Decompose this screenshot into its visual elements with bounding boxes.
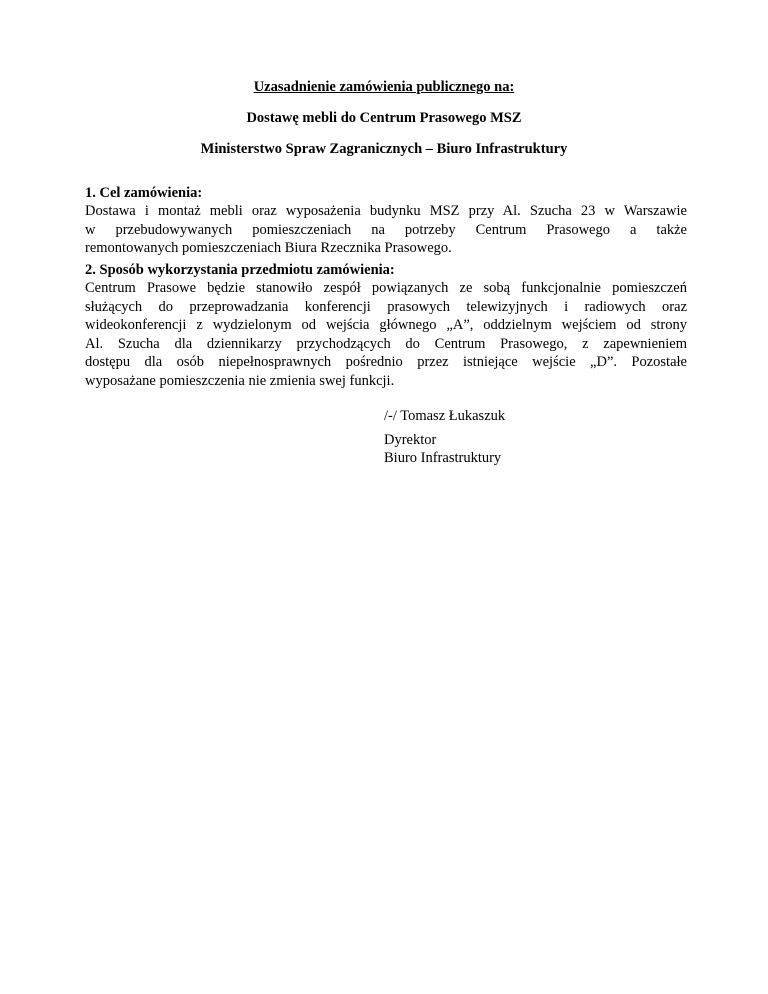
paragraph-line: remontowanych pomieszczeniach Biura Rzecznika Prasowego.	[85, 240, 452, 256]
signature-name: /-/ Tomasz Łukaszuk	[384, 408, 506, 424]
document-title: Uzasadnienie zamówienia publicznego na:	[253, 79, 515, 95]
signature-unit: Biuro Infrastruktury	[384, 450, 502, 466]
paragraph-line: służących do przeprowadzania konferencji prasowych telewizyjnych i radiowych oraz	[85, 298, 687, 315]
paragraph-line: Al. Szucha dla dziennikarzy przychodzących do Centrum Prasowego, z zapewnieniem	[85, 335, 687, 352]
section-1-heading: 1. Cel zamówienia:	[85, 185, 203, 201]
section-2-paragraph	[85, 279, 687, 390]
paragraph-line: Dostawa i montaż mebli oraz wyposażenia budynku MSZ przy Al. Szucha 23 w Warszawie	[85, 203, 687, 219]
paragraph-line: Centrum Prasowe będzie stanowiło zespół powiązanych ze sobą funkcjonalnie pomieszczeń	[85, 280, 687, 296]
paragraph-line: wideokonferencji z wydzielonym od wejścia głównego „A”, oddzielnym wejściem od strony	[85, 317, 687, 333]
paragraph-line: dostępu dla osób niepełnosprawnych pośrednio przez istniejące wejście „D”. Pozostałe	[85, 354, 687, 370]
section-1-paragraph	[85, 202, 687, 258]
section-2-heading: 2. Sposób wykorzystania przedmiotu zamówienia:	[85, 262, 395, 278]
document-subject: Dostawę mebli do Centrum Prasowego MSZ	[246, 110, 522, 126]
document-issuer: Ministerstwo Spraw Zagranicznych – Biuro Infrastruktury	[200, 141, 568, 157]
signature-title: Dyrektor	[384, 432, 437, 448]
paragraph-line: w przebudowywanych pomieszczeniach na potrzeby Centrum Prasowego a także	[85, 221, 687, 238]
paragraph-line: wyposażane pomieszczenia nie zmienia swej funkcji.	[85, 372, 395, 389]
